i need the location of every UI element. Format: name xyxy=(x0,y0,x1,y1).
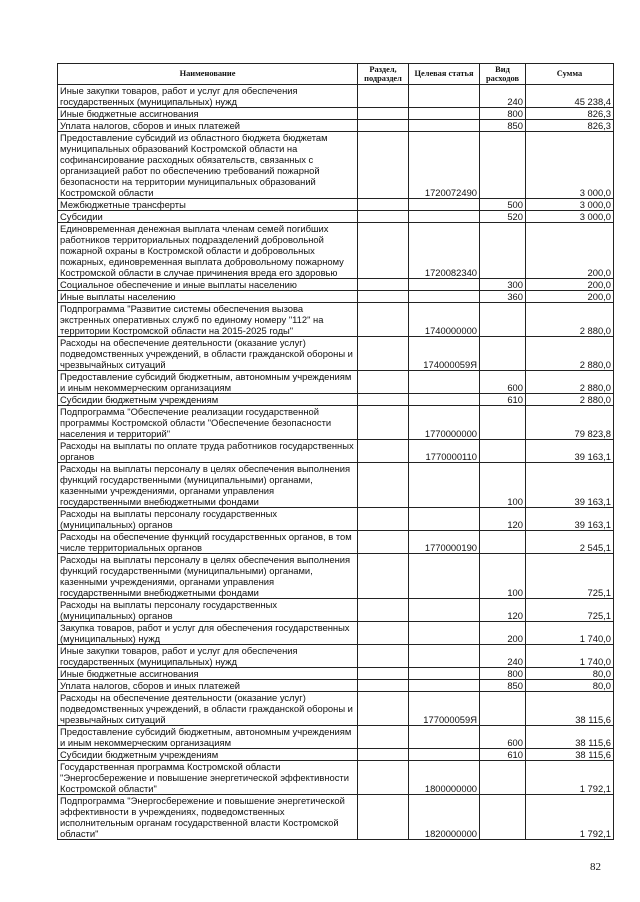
cell-amount: 1 740,0 xyxy=(526,622,614,645)
header-target: Целевая статья xyxy=(409,64,480,85)
cell-target xyxy=(409,291,480,303)
cell-kind xyxy=(480,337,526,371)
cell-amount: 3 000,0 xyxy=(526,211,614,223)
cell-amount: 2 880,0 xyxy=(526,337,614,371)
cell-section xyxy=(358,132,409,199)
cell-target xyxy=(409,199,480,211)
table-header-row xyxy=(58,64,614,85)
cell-amount: 3 000,0 xyxy=(526,199,614,211)
cell-kind xyxy=(480,761,526,795)
cell-amount: 826,3 xyxy=(526,120,614,132)
cell-amount: 39 163,1 xyxy=(526,440,614,463)
table-row xyxy=(58,406,614,440)
cell-kind: 120 xyxy=(480,508,526,531)
cell-amount: 1 740,0 xyxy=(526,645,614,668)
cell-name: Предоставление субсидий бюджетным, автономным учреждениям и иным некоммерческим организациям xyxy=(58,726,358,749)
cell-section xyxy=(358,223,409,279)
cell-kind: 610 xyxy=(480,749,526,761)
cell-kind: 200 xyxy=(480,622,526,645)
cell-target: 1800000000 xyxy=(409,761,480,795)
cell-kind xyxy=(480,692,526,726)
table-row xyxy=(58,337,614,371)
cell-name: Иные бюджетные ассигнования xyxy=(58,108,358,120)
cell-amount: 38 115,6 xyxy=(526,692,614,726)
header-section: Раздел, подраздел xyxy=(358,64,409,85)
cell-section xyxy=(358,554,409,599)
cell-name: Субсидии бюджетным учреждениям xyxy=(58,394,358,406)
cell-section xyxy=(358,199,409,211)
cell-name: Иные бюджетные ассигнования xyxy=(58,668,358,680)
cell-name: Расходы на выплаты персоналу в целях обеспечения выполнения функций государственными (муниципальными) органами, казенными учреждениями, органами управления государственными внебюджетными фондами xyxy=(58,463,358,508)
table-row xyxy=(58,554,614,599)
table-row xyxy=(58,668,614,680)
cell-amount: 826,3 xyxy=(526,108,614,120)
table-row xyxy=(58,85,614,108)
cell-name: Расходы на обеспечение деятельности (оказание услуг) подведомственных учреждений, в области гражданской обороны и чрезвычайных ситуаций xyxy=(58,337,358,371)
cell-name: Государственная программа Костромской области "Энергосбережение и повышение энергетической эффективности Костромской области" xyxy=(58,761,358,795)
cell-kind: 100 xyxy=(480,463,526,508)
table-row xyxy=(58,463,614,508)
cell-section xyxy=(358,406,409,440)
cell-amount: 3 000,0 xyxy=(526,132,614,199)
cell-section xyxy=(358,726,409,749)
cell-section xyxy=(358,531,409,554)
table-row xyxy=(58,622,614,645)
cell-target xyxy=(409,463,480,508)
cell-kind: 850 xyxy=(480,120,526,132)
table-row xyxy=(58,394,614,406)
cell-section xyxy=(358,668,409,680)
cell-name: Закупка товаров, работ и услуг для обеспечения государственных (муниципальных) нужд xyxy=(58,622,358,645)
header-kind: Вид расходов xyxy=(480,64,526,85)
cell-target xyxy=(409,108,480,120)
cell-name: Расходы на выплаты по оплате труда работников государственных органов xyxy=(58,440,358,463)
cell-target: 1770000190 xyxy=(409,531,480,554)
cell-target: 1720072490 xyxy=(409,132,480,199)
table-row xyxy=(58,120,614,132)
cell-amount: 200,0 xyxy=(526,223,614,279)
cell-kind: 520 xyxy=(480,211,526,223)
budget-table xyxy=(57,63,614,840)
cell-section xyxy=(358,303,409,337)
table-row xyxy=(58,440,614,463)
cell-target xyxy=(409,749,480,761)
cell-kind: 360 xyxy=(480,291,526,303)
cell-kind xyxy=(480,795,526,840)
table-row xyxy=(58,531,614,554)
cell-target: 1820000000 xyxy=(409,795,480,840)
cell-kind: 600 xyxy=(480,726,526,749)
cell-kind xyxy=(480,406,526,440)
cell-section xyxy=(358,337,409,371)
table-row xyxy=(58,726,614,749)
cell-kind: 300 xyxy=(480,279,526,291)
cell-kind: 240 xyxy=(480,85,526,108)
table-row xyxy=(58,761,614,795)
table-row xyxy=(58,508,614,531)
cell-name: Иные выплаты населению xyxy=(58,291,358,303)
table-row xyxy=(58,795,614,840)
cell-target xyxy=(409,371,480,394)
cell-section xyxy=(358,108,409,120)
cell-section xyxy=(358,120,409,132)
cell-amount: 80,0 xyxy=(526,680,614,692)
cell-kind: 850 xyxy=(480,680,526,692)
cell-kind xyxy=(480,303,526,337)
cell-name: Расходы на выплаты персоналу государственных (муниципальных) органов xyxy=(58,508,358,531)
cell-target xyxy=(409,211,480,223)
cell-amount: 1 792,1 xyxy=(526,761,614,795)
cell-amount: 38 115,6 xyxy=(526,726,614,749)
table-row xyxy=(58,599,614,622)
cell-section xyxy=(358,371,409,394)
table-row xyxy=(58,199,614,211)
cell-section xyxy=(358,692,409,726)
cell-kind: 240 xyxy=(480,645,526,668)
cell-section xyxy=(358,85,409,108)
cell-target: 1770000000 xyxy=(409,406,480,440)
cell-amount: 2 880,0 xyxy=(526,303,614,337)
cell-kind: 800 xyxy=(480,108,526,120)
cell-amount: 2 545,1 xyxy=(526,531,614,554)
cell-target xyxy=(409,279,480,291)
table-row xyxy=(58,692,614,726)
cell-name: Субсидии xyxy=(58,211,358,223)
cell-name: Расходы на выплаты персоналу государственных (муниципальных) органов xyxy=(58,599,358,622)
cell-target xyxy=(409,554,480,599)
cell-amount: 39 163,1 xyxy=(526,463,614,508)
cell-amount: 725,1 xyxy=(526,599,614,622)
cell-section xyxy=(358,508,409,531)
cell-amount: 1 792,1 xyxy=(526,795,614,840)
cell-amount: 80,0 xyxy=(526,668,614,680)
cell-amount: 79 823,8 xyxy=(526,406,614,440)
table-row xyxy=(58,645,614,668)
cell-section xyxy=(358,761,409,795)
cell-kind: 120 xyxy=(480,599,526,622)
table-row xyxy=(58,291,614,303)
cell-amount: 2 880,0 xyxy=(526,394,614,406)
table-row xyxy=(58,749,614,761)
table-row xyxy=(58,371,614,394)
cell-name: Уплата налогов, сборов и иных платежей xyxy=(58,120,358,132)
cell-name: Предоставление субсидий из областного бюджета бюджетам муниципальных образований Костромской области на софинансирование расходных обязательств, связанных с организацией работ по обеспечению требований пожарной безопасности на территории муниципальных образований Костромской области xyxy=(58,132,358,199)
cell-amount: 200,0 xyxy=(526,291,614,303)
cell-amount: 200,0 xyxy=(526,279,614,291)
cell-section xyxy=(358,680,409,692)
cell-kind: 800 xyxy=(480,668,526,680)
cell-name: Подпрограмма "Энергосбережение и повышение энергетической эффективности в учреждениях, подведомственных исполнительным органам государственной власти Костромской области" xyxy=(58,795,358,840)
cell-target xyxy=(409,622,480,645)
cell-section xyxy=(358,463,409,508)
cell-section xyxy=(358,211,409,223)
header-amount: Сумма xyxy=(526,64,614,85)
cell-amount: 45 238,4 xyxy=(526,85,614,108)
cell-kind xyxy=(480,531,526,554)
page-number: 82 xyxy=(590,861,601,873)
cell-name: Расходы на обеспечение функций государственных органов, в том числе территориальных органов xyxy=(58,531,358,554)
cell-section xyxy=(358,291,409,303)
header-name: Наименование xyxy=(58,64,358,85)
cell-kind xyxy=(480,223,526,279)
cell-section xyxy=(358,645,409,668)
cell-kind xyxy=(480,440,526,463)
cell-amount: 725,1 xyxy=(526,554,614,599)
cell-target xyxy=(409,599,480,622)
cell-section xyxy=(358,795,409,840)
cell-name: Иные закупки товаров, работ и услуг для обеспечения государственных (муниципальных) нужд xyxy=(58,85,358,108)
cell-target: 1740000000 xyxy=(409,303,480,337)
cell-section xyxy=(358,622,409,645)
cell-name: Расходы на выплаты персоналу в целях обеспечения выполнения функций государственными (муниципальными) органами, казенными учреждениями, органами управления государственными внебюджетными фондами xyxy=(58,554,358,599)
cell-kind: 500 xyxy=(480,199,526,211)
cell-target: 177000059Я xyxy=(409,692,480,726)
cell-target xyxy=(409,668,480,680)
cell-target: 1770000110 xyxy=(409,440,480,463)
cell-name: Предоставление субсидий бюджетным, автономным учреждениям и иным некоммерческим организациям xyxy=(58,371,358,394)
table-row xyxy=(58,303,614,337)
cell-name: Уплата налогов, сборов и иных платежей xyxy=(58,680,358,692)
cell-kind xyxy=(480,132,526,199)
cell-target xyxy=(409,645,480,668)
cell-section xyxy=(358,394,409,406)
table-row xyxy=(58,108,614,120)
cell-kind: 600 xyxy=(480,371,526,394)
cell-name: Социальное обеспечение и иные выплаты населению xyxy=(58,279,358,291)
cell-target xyxy=(409,120,480,132)
cell-target xyxy=(409,394,480,406)
cell-kind: 100 xyxy=(480,554,526,599)
table-row xyxy=(58,132,614,199)
cell-section xyxy=(358,749,409,761)
cell-target: 1720082340 xyxy=(409,223,480,279)
cell-name: Подпрограмма "Развитие системы обеспечения вызова экстренных оперативных служб по единому номеру "112" на территории Костромской области на 2015-2025 годы" xyxy=(58,303,358,337)
cell-kind: 610 xyxy=(480,394,526,406)
cell-name: Иные закупки товаров, работ и услуг для обеспечения государственных (муниципальных) нужд xyxy=(58,645,358,668)
cell-section xyxy=(358,599,409,622)
cell-amount: 38 115,6 xyxy=(526,749,614,761)
cell-amount: 2 880,0 xyxy=(526,371,614,394)
table-row xyxy=(58,211,614,223)
cell-name: Единовременная денежная выплата членам семей погибших работников территориальных подразделений добровольной пожарной охраны в Костромской области и добровольных пожарных, единовременная выплата добровольному пожарному Костромской области в случае причинения вреда его здоровью xyxy=(58,223,358,279)
cell-name: Субсидии бюджетным учреждениям xyxy=(58,749,358,761)
cell-target xyxy=(409,726,480,749)
table-row xyxy=(58,680,614,692)
cell-target: 174000059Я xyxy=(409,337,480,371)
cell-target xyxy=(409,508,480,531)
cell-section xyxy=(358,279,409,291)
cell-target xyxy=(409,680,480,692)
table-row xyxy=(58,223,614,279)
cell-name: Расходы на обеспечение деятельности (оказание услуг) подведомственных учреждений, в области гражданской обороны и чрезвычайных ситуаций xyxy=(58,692,358,726)
cell-name: Межбюджетные трансферты xyxy=(58,199,358,211)
cell-amount: 39 163,1 xyxy=(526,508,614,531)
cell-section xyxy=(358,440,409,463)
cell-name: Подпрограмма "Обеспечение реализации государственной программы Костромской области "Обеспечение безопасности населения и территорий" xyxy=(58,406,358,440)
table-row xyxy=(58,279,614,291)
cell-target xyxy=(409,85,480,108)
